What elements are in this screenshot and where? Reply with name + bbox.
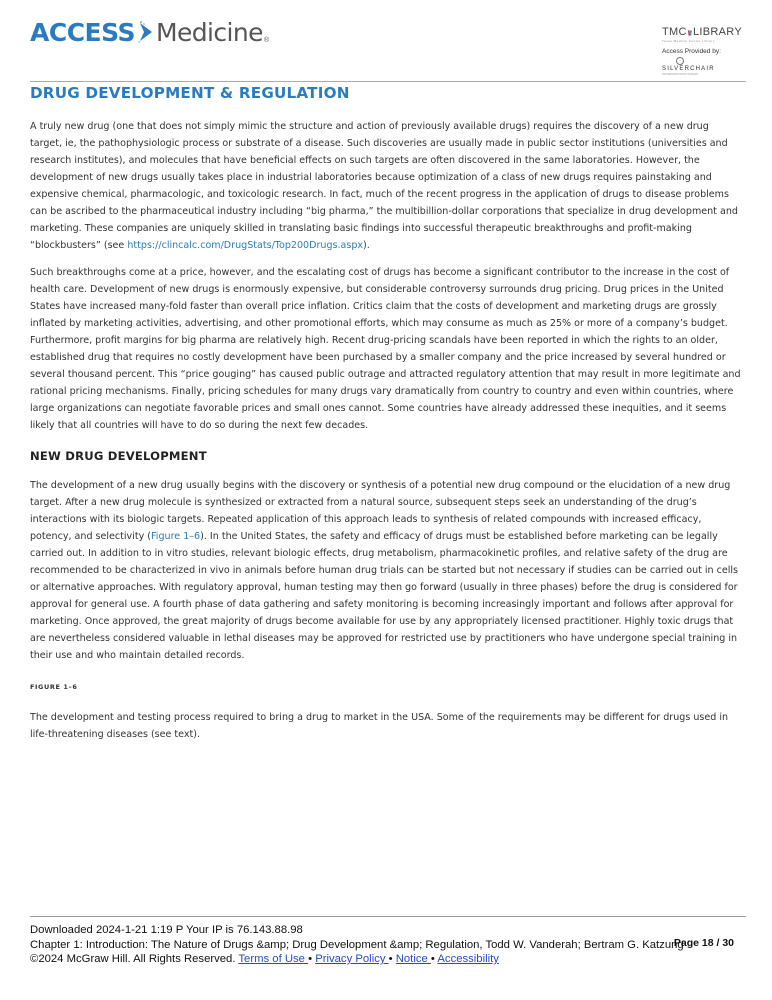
footer-links-row [30,952,684,967]
terms-of-use-link[interactable]: Terms of Use [238,953,309,965]
copyright: ©2024 McGraw Hill. All Rights Reserved. [30,953,239,965]
footer [30,923,684,967]
silverchair-mark-icon [676,57,684,65]
tmc-subtitle: Texas Medical Center Library [662,39,715,43]
silverchair-name: SILVERCHAIR [662,66,715,72]
figure-caption: The development and testing process required to bring a drug to market in the USA. Some of the requirements may be different for drugs used in life-threatening diseases (see text). [30,712,729,740]
paragraph-1-text: A truly new drug (one that does not simply mimic the structure and action of previously available drugs) requires the discovery of a new drug target, ie, the pathophysiologic process or substrate of a disease. Such discoveries are usually made in public sector institutions (universities and research institutes), and molecules that have beneficial effects on such targets are often discovered in the same laboratories. However, the development of new drugs usually takes place in industrial laboratories because optimization of a class of new drugs requires painstaking and expensive chemical, pharmacologic, and toxicologic research. In fact, much of the recent progress in the application of drugs to disease problems can be ascribed to the pharmaceutical industry including “big pharma,” the multibillion-dollar corporations that specialize in drug development and marketing. These companies are uniquely skilled in translating basic findings into successful therapeutic breakthroughs and profit-making “blockbusters” (see [30,121,738,251]
tmc-text: TMC [662,26,687,38]
paragraph-1-end: ). [363,240,370,251]
page-number: Page 18 / 30 [673,937,734,949]
figure-label: FIGURE 1–6 [30,683,78,691]
access-medicine-arrow-icon [138,20,154,44]
link-separator: • [430,953,438,965]
paragraph-2: Such breakthroughs come at a price, however, and the escalating cost of drugs has become a significant contributor to the increase in the cost of health care. Development of new drugs is enormously expensive, but considerable controversy surrounds drug pricing. Drug prices in the United States have increased many-fold faster than overall price inflation. Critics claim that the costs of development and marketing drugs are grossly inflated by marketing activities, advertising, and other promotional efforts, which may consume as much as 25% or more of a company’s budget. Furthermore, profit margins for big pharma are relatively high. Recent drug-pricing scandals have been reported in which the rights to an older, established drug that requires no costly development have been purchased by a smaller company and the price increased by several hundred or several thousand percent. This “price gouging” has caused public outrage and attracted regulatory attention that may result in more legitimate and rational pricing mechanisms. Finally, pricing schedules for many drugs vary dramatically from country to country and even within countries, where large organizations can negotiate favorable prices and small ones cannot. Some countries have already addressed these inequities, and it seems likely that all countries will have to do so during the next few decades. [30,267,741,431]
paragraph-3-after: ). In the United States, the safety and efficacy of drugs must be established before marketing can be legally carried out. In addition to in vitro studies, relevant biologic effects, drug metabolism, pharmacokinetic profiles, and relative safety of the drug are recommended to be characterized in vivo in animals before human drug trials can be started but not necessary if studies can be carried out in cells or alternative approaches. With regulatory approval, human testing may then go forward (usually in three phases) before the drug is considered for approval for general use. A fourth phase of data gathering and safety monitoring is becoming increasingly important and follows after approval for marketing. Once approved, the great majority of drugs become available for use by any appropriately licensed practitioner. Highly toxic drugs that are nevertheless considered valuable in lethal diseases may be approved for restricted use by practitioners who have undergone special training in their use and who maintain detailed records. [30,531,739,661]
access-medicine-logo[interactable] [30,12,269,52]
paragraph-3 [30,477,742,664]
access-provided-label: Access Provided by: [662,48,721,55]
silverchair-subtitle: INFORMATION/SYSTEMS [662,72,698,76]
paragraph-1 [30,118,742,254]
header [0,0,772,82]
access-provider [662,26,742,76]
paragraph-3-before: The development of a new drug usually begins with the discovery or synthesis of a potential new drug compound or the elucidation of a new drug target. After a new drug molecule is synthesized or extracted from a natural source, subsequent steps seek an understanding of the drug’s interactions with its biologic targets. Repeated application of this approach leads to synthesis of related compounds with increased efficacy, potency, and selectivity ( [30,480,731,542]
chapter-citation: Chapter 1: Introduction: The Nature of Drugs &amp; Drug Development &amp; Regulation, Todd W. Vanderah; Bertram G. Katzung [30,938,684,951]
logo-medicine-text: Medicine [156,17,263,47]
tmc-accent-icon [688,28,692,38]
library-text: LIBRARY [693,26,742,38]
logo-access-text: ACCESS [30,17,136,47]
link-separator: • [388,953,396,965]
download-info: Downloaded 2024-1-21 1:19 P Your IP is 76.143.88.98 [30,924,303,936]
page-title: DRUG DEVELOPMENT & REGULATION [30,84,350,102]
privacy-policy-link[interactable]: Privacy Policy [315,953,389,965]
footer-divider [30,916,746,917]
notice-link[interactable]: Notice [395,953,431,965]
logo-registered-mark: ® [263,37,270,44]
top200-drugs-link[interactable]: https://clincalc.com/DrugStats/Top200Drugs.aspx [127,240,364,251]
link-separator: • [308,953,316,965]
section-heading: NEW DRUG DEVELOPMENT [30,449,207,463]
header-divider [30,81,746,82]
accessibility-link[interactable]: Accessibility [437,953,499,965]
tmc-library-logo [662,26,742,38]
figure-1-6-link[interactable]: Figure 1–6 [151,531,201,542]
